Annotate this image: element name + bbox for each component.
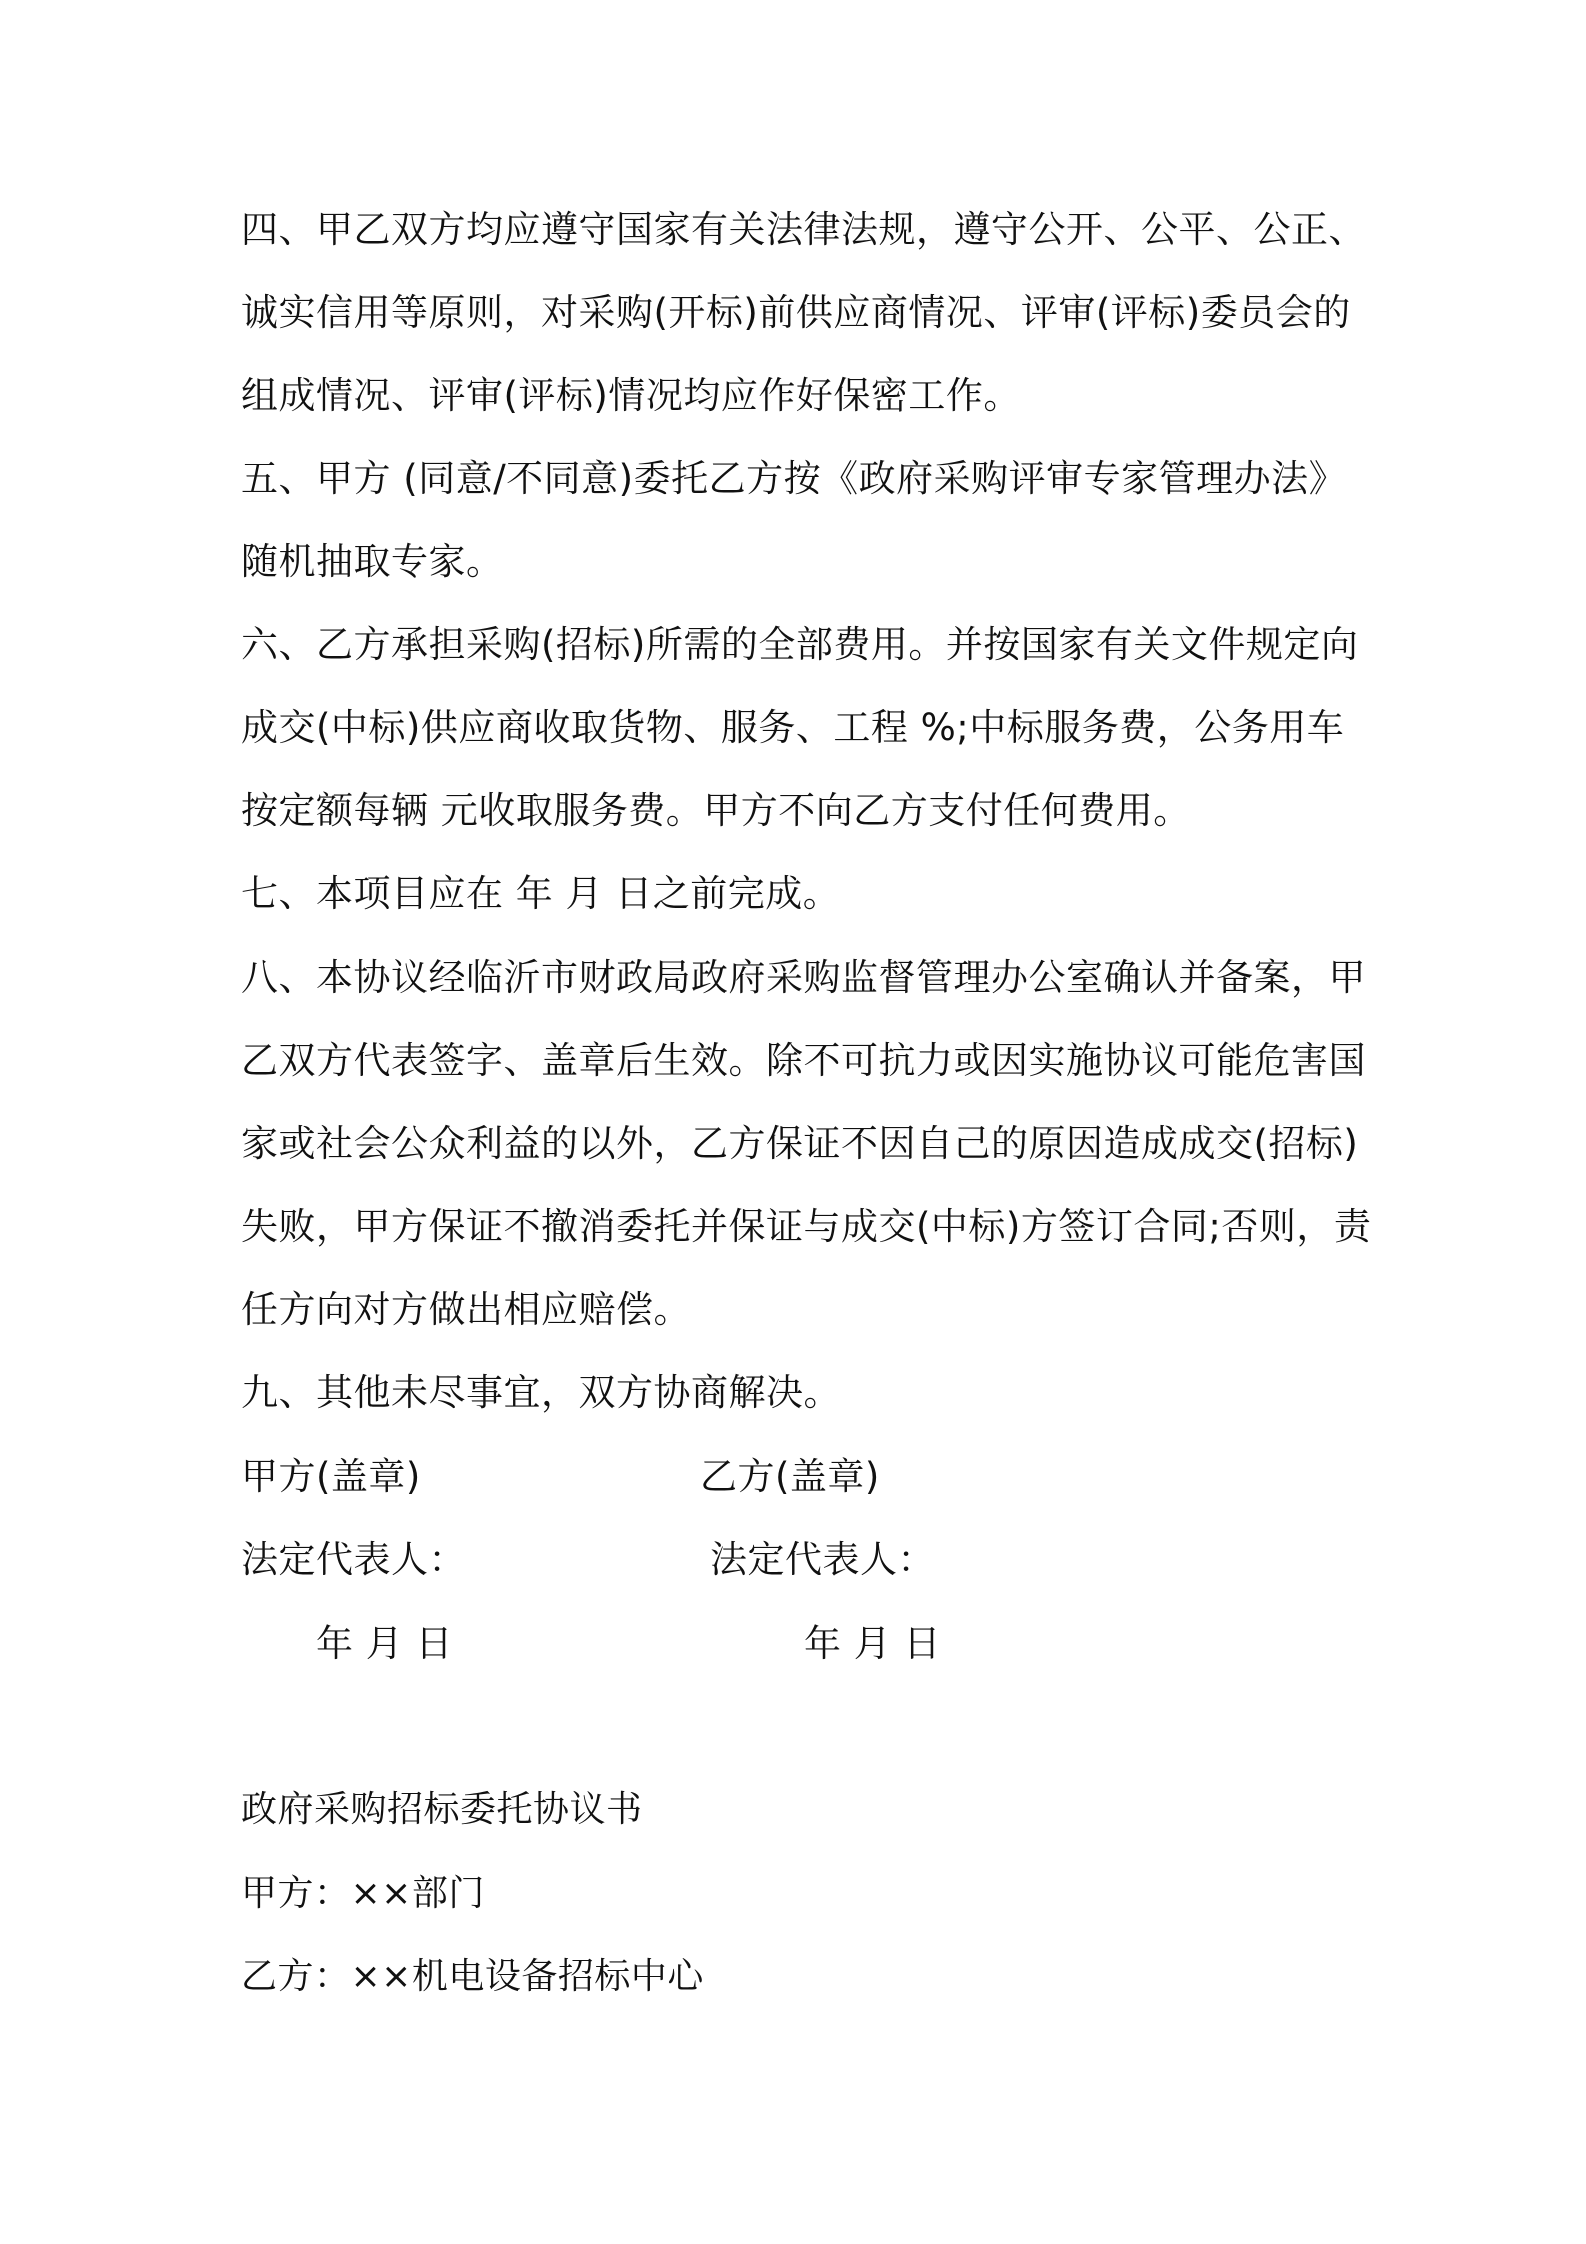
party-a-date: 年 月 日 [316,1622,454,1665]
clause-8-line-4: 失败，甲方保证不撤消委托并保证与成交(中标)方签订合同;否则，责 [241,1205,1372,1248]
party-b-date: 年 月 日 [804,1622,942,1665]
clause-7-line-1: 七、本项目应在 年 月 日之前完成。 [241,872,841,915]
clause-9-line-1: 九、其他未尽事宜，双方协商解决。 [241,1371,841,1414]
clause-8-line-2: 乙双方代表签字、盖章后生效。除不可抗力或因实施协议可能危害国 [241,1039,1366,1082]
clause-4-line-2: 诚实信用等原则，对采购(开标)前供应商情况、评审(评标)委员会的 [241,291,1351,334]
clause-8-line-3: 家或社会公众利益的以外，乙方保证不因自己的原因造成成交(招标) [241,1122,1359,1165]
party-a-name: 甲方：××部门 [241,1873,485,1914]
party-b-name: 乙方：××机电设备招标中心 [241,1956,704,1997]
clause-5-line-2: 随机抽取专家。 [241,540,504,583]
clause-8-line-1: 八、本协议经临沂市财政局政府采购监督管理办公室确认并备案，甲 [241,956,1366,999]
clause-4-line-3: 组成情况、评审(评标)情况均应作好保密工作。 [241,374,1021,417]
clause-5-line-1: 五、甲方 (同意/不同意)委托乙方按《政府采购评审专家管理办法》 [241,457,1347,500]
clause-6-line-3: 按定额每辆 元收取服务费。甲方不向乙方支付任何费用。 [241,789,1191,832]
party-b-representative-label: 法定代表人： [710,1538,935,1581]
clause-4-line-1: 四、甲乙双方均应遵守国家有关法律法规，遵守公开、公平、公正、 [241,208,1366,251]
clause-6-line-1: 六、乙方承担采购(招标)所需的全部费用。并按国家有关文件规定向 [241,623,1359,666]
party-a-seal-label: 甲方(盖章) [241,1455,421,1498]
party-a-representative-label: 法定代表人： [241,1538,466,1581]
agreement-title: 政府采购招标委托协议书 [241,1789,643,1830]
party-b-seal-label: 乙方(盖章) [700,1455,880,1498]
clause-6-line-2: 成交(中标)供应商收取货物、服务、工程 %;中标服务费，公务用车 [241,706,1345,749]
clause-8-line-5: 任方向对方做出相应赔偿。 [241,1288,691,1331]
